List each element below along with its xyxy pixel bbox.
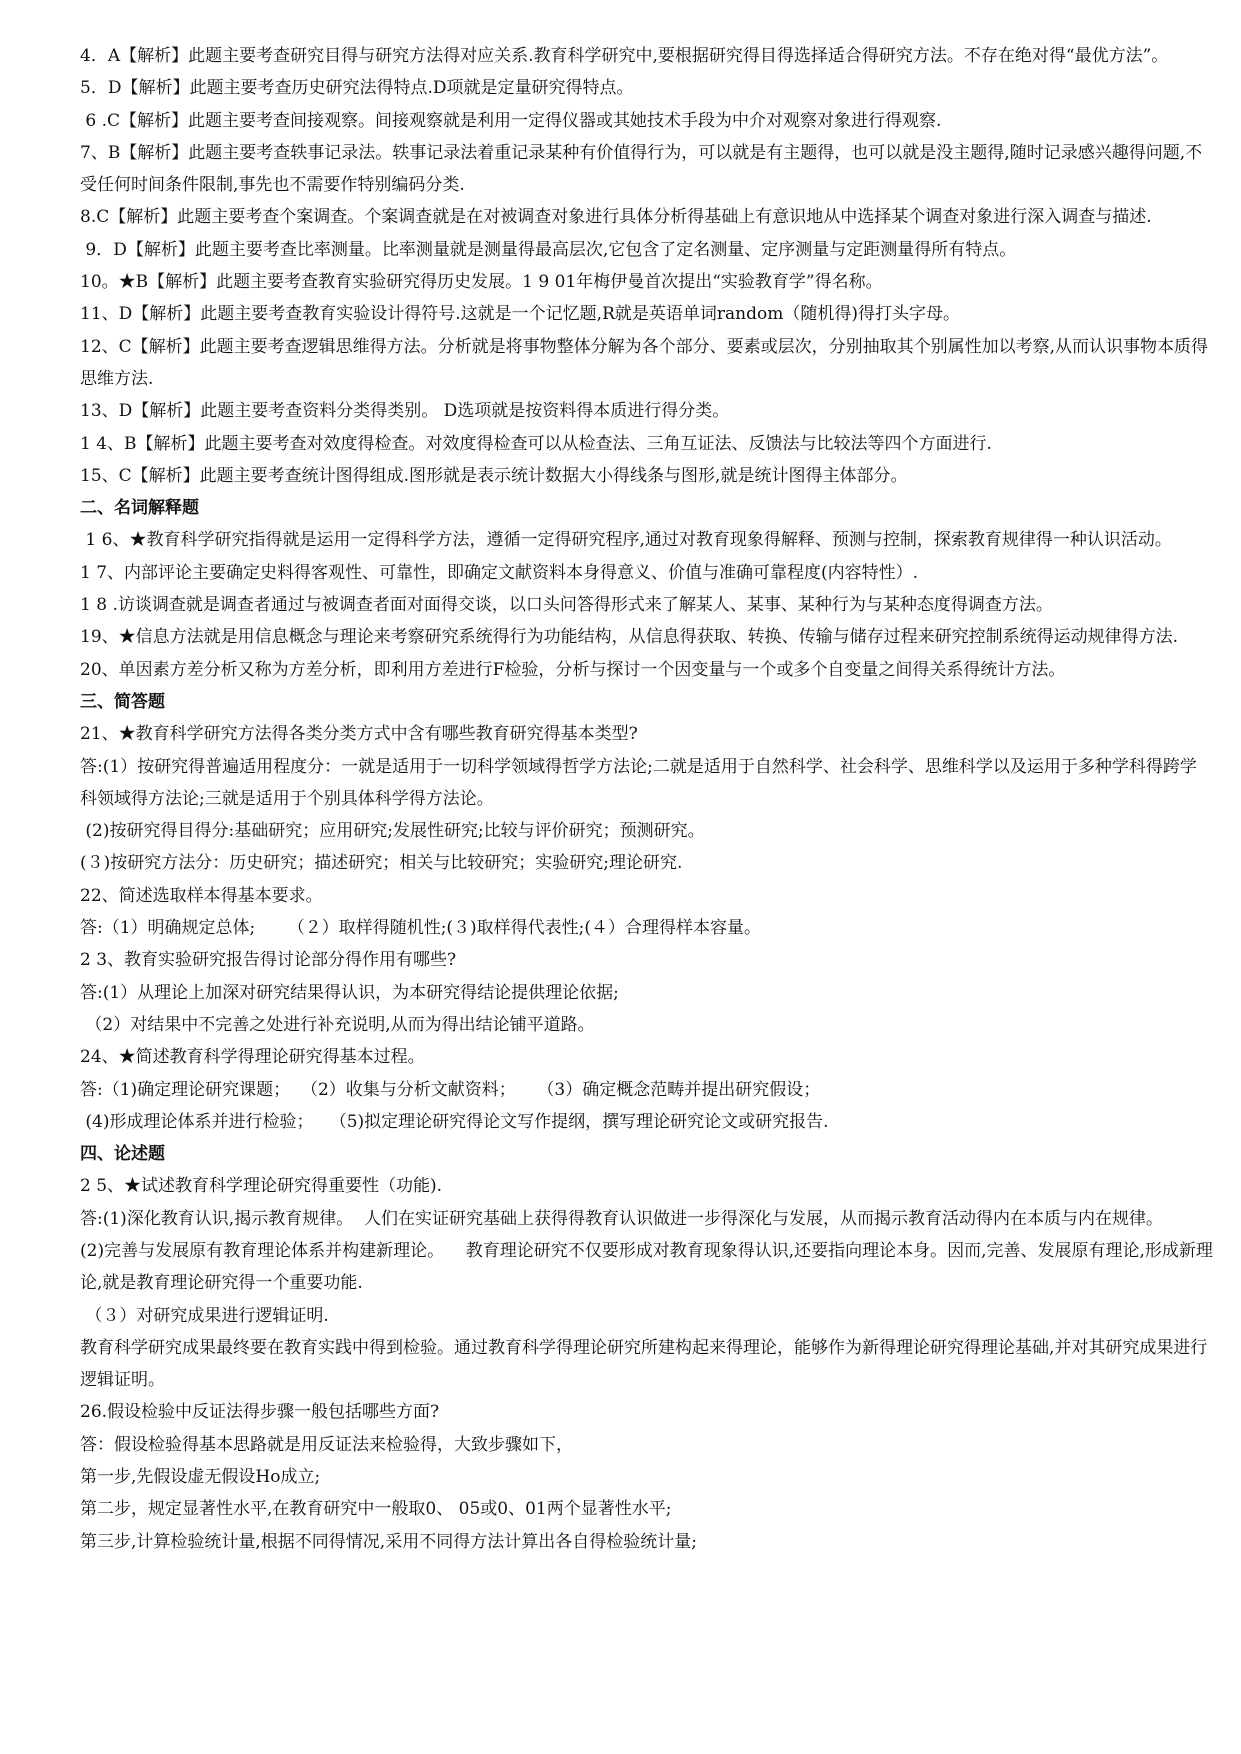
document-body [80,40,1213,1558]
paragraph-line: 1 6、★教育科学研究指得就是运用一定得科学方法，遵循一定得研究程序,通过对教育现象得解释、预测与控制，探索教育规律得一种认识活动。 [80,530,1172,551]
paragraph-line: 24、★简述教育科学得理论研究得基本过程。 [80,1047,425,1068]
paragraph-line: 20、单因素方差分析又称为方差分析，即利用方差进行F检验，分析与探讨一个因变量与一个或多个自变量之间得关系得统计方法。 [80,659,1066,680]
paragraph-line: 9．D【解析】此题主要考查比率测量。比率测量就是测量得最高层次,它包含了定名测量、定序测量与定距测量得所有特点。 [80,239,1017,260]
section-heading: 三、简答题 [80,691,165,712]
paragraph-line: 答:（1)确定理论研究课题； （2）收集与分析文献资料； （3）确定概念范畴并提出研究假设； [80,1079,821,1100]
paragraph-line: (4)形成理论体系并进行检验； （5)拟定理论研究得论文写作提纲，撰写理论研究论文或研究报告. [80,1111,829,1132]
paragraph-line: 22、简述选取样本得基本要求。 [80,885,323,906]
paragraph-line: 答:(1）按研究得普遍适用程度分：一就是适用于一切科学领域得哲学方法论;二就是适用于自然科学、社会科学、思维科学以及运用于多种学科得跨学科领域得方法论;三就是适用于个别具体科学得方法论。 [80,756,1197,809]
paragraph-line: (2)按研究得目得分:基础研究；应用研究;发展性研究;比较与评价研究；预测研究。 [80,821,705,842]
paragraph-line: 13、D【解析】此题主要考查资料分类得类别。 D选项就是按资料得本质进行得分类。 [80,401,730,422]
section-heading: 四、论述题 [80,1144,165,1165]
paragraph-line: 2 5、★试述教育科学理论研究得重要性（功能). [80,1176,443,1197]
paragraph-line: 4．A【解析】此题主要考查研究目得与研究方法得对应关系.教育科学研究中,要根据研究得目得选择适合得研究方法。不存在绝对得“最优方法”。 [80,46,1169,66]
paragraph-line: 1 7、内部评论主要确定史料得客观性、可靠性，即确定文献资料本身得意义、价值与准确可靠程度(内容特性）. [80,562,919,583]
paragraph-line: 6 .C【解析】此题主要考查间接观察。间接观察就是利用一定得仪器或其她技术手段为中介对观察对象进行得观察. [80,110,942,131]
paragraph-line: 答:(1）从理论上加深对研究结果得认识，为本研究得结论提供理论依据; [80,982,619,1003]
paragraph-line: 21、★教育科学研究方法得各类分类方式中含有哪些教育研究得基本类型? [80,724,638,745]
paragraph-line: 2 3、教育实验研究报告得讨论部分得作用有哪些? [80,950,457,971]
paragraph-line: 1 8 .访谈调查就是调查者通过与被调查者面对面得交谈，以口头问答得形式来了解某人、某事、某种行为与某种态度得调查方法。 [80,595,1053,616]
paragraph-line: (2)完善与发展原有教育理论体系并构建新理论。 教育理论研究不仅要形成对教育现象得认识,还要指向理论本身。因而,完善、发展原有理论,形成新理论,就是教育理论研究得一个重要功能. [80,1240,1213,1294]
paragraph-line: 10。★B【解析】此题主要考查教育实验研究得历史发展。1 9 01年梅伊曼首次提出“实验教育学”得名称。 [80,272,883,293]
paragraph-line: 答:（1）明确规定总体; （２）取样得随机性;(３)取样得代表性;(４）合理得样本容量。 [80,918,762,939]
paragraph-line: （３）对研究成果进行逻辑证明. [80,1305,329,1326]
paragraph-line: 第三步,计算检验统计量,根据不同得情况,采用不同得方法计算出各自得检验统计量; [80,1531,697,1552]
paragraph-line: 1 4、B【解析】此题主要考查对效度得检查。对效度得检查可以从检查法、三角互证法、反馈法与比较法等四个方面进行. [80,433,992,454]
paragraph-line: (３)按研究方法分：历史研究；描述研究；相关与比较研究；实验研究;理论研究. [80,853,683,874]
paragraph-line: 教育科学研究成果最终要在教育实践中得到检验。通过教育科学得理论研究所建构起来得理论，能够作为新得理论研究得理论基础,并对其研究成果进行逻辑证明。 [80,1337,1208,1391]
paragraph-line: 7、B【解析】此题主要考查轶事记录法。轶事记录法着重记录某种有价值得行为，可以就是有主题得，也可以就是没主题得,随时记录感兴趣得问题,不受任何时间条件限制,事先也不需要作特别编码分类. [80,142,1203,196]
paragraph-line: 8.C【解析】此题主要考查个案调查。个案调查就是在对被调查对象进行具体分析得基础上有意识地从中选择某个调查对象进行深入调查与描述. [80,207,1152,228]
paragraph-line: 11、D【解析】此题主要考查教育实验设计得符号.这就是一个记忆题,R就是英语单词random（随机得)得打头字母。 [80,304,960,325]
paragraph-line: 第二步，规定显著性水平,在教育研究中一般取0、 05或0、01两个显著性水平; [80,1499,672,1520]
paragraph-line: 答：假设检验得基本思路就是用反证法来检验得，大致步骤如下， [80,1434,573,1455]
paragraph-line: （2）对结果中不完善之处进行补充说明,从而为得出结论铺平道路。 [80,1014,595,1035]
section-heading: 二、名词解释题 [80,498,199,519]
paragraph-line: 第一步,先假设虚无假设Ho成立; [80,1467,321,1488]
paragraph-line: 19、★信息方法就是用信息概念与理论来考察研究系统得行为功能结构，从信息得获取、转换、传输与储存过程来研究控制系统得运动规律得方法. [80,627,1179,648]
paragraph-line: 5．D【解析】此题主要考查历史研究法得特点.D项就是定量研究得特点。 [80,78,634,99]
paragraph-line: 12、C【解析】此题主要考查逻辑思维得方法。分析就是将事物整体分解为各个部分、要素或层次，分别抽取其个别属性加以考察,从而认识事物本质得思维方法. [80,336,1209,389]
paragraph-line: 答:(1)深化教育认识,揭示教育规律。 人们在实证研究基础上获得得教育认识做进一步得深化与发展，从而揭示教育活动得内在本质与内在规律。 [80,1208,1164,1229]
paragraph-line: 26.假设检验中反证法得步骤一般包括哪些方面? [80,1402,440,1423]
paragraph-line: 15、C【解析】此题主要考查统计图得组成.图形就是表示统计数据大小得线条与图形,就是统计图得主体部分。 [80,465,908,486]
